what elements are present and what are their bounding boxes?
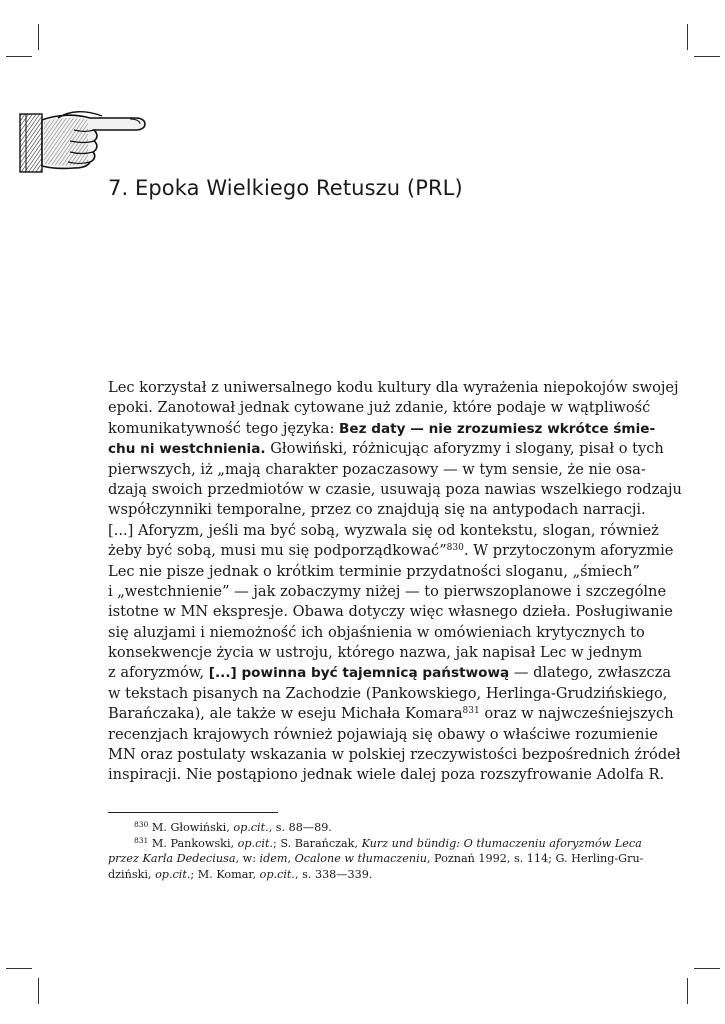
text-line: Lec nie pisze jednak o krótkim terminie przydatności sloganu, „śmiech” <box>108 562 640 580</box>
text-line: chu ni westchnienia. Głowiński, różnicując aforyzmy i slogany, pisał o tych <box>108 440 664 458</box>
crop-mark <box>694 968 720 969</box>
text-line: epoki. Zanotował jednak cytowane już zdanie, które podaje w wątpliwość <box>108 399 651 417</box>
text-line: konsekwencje życia w ustroju, którego nazwa, jak napisał Lec w jednym <box>108 644 643 662</box>
text-line: pierwszych, iż „mają charakter pozaczasowy — w tym sensie, że nie osa- <box>108 460 646 478</box>
text-line: MN oraz postulaty wskazania w polskiej rzeczywistości bezpośrednich źródeł <box>108 746 681 764</box>
pointing-hand-icon <box>18 108 146 176</box>
text-line: w tekstach pisanych na Zachodzie (Pankowskiego, Herlinga-Grudzińskiego, <box>108 684 668 702</box>
footnote-831-line: przez Karla Dedeciusa, w: idem, Ocalone w tłumaczeniu, Poznań 1992, s. 114; G. Herling-Gru- <box>108 852 644 866</box>
text-line: istotne w MN ekspresje. Obawa dotyczy więc własnego dzieła. Posługiwanie <box>108 603 673 621</box>
aphorism-quote: chu ni westchnienia. <box>108 441 266 458</box>
body-paragraph <box>108 378 682 786</box>
footnote-divider <box>108 812 278 813</box>
text-line: inspiracji. Nie postąpiono jednak wiele dalej poza rozszyfrowanie Adolfa R. <box>108 766 665 784</box>
text-line: żeby być sobą, musi mu się podporządkować”$^{830}$. W przytoczonym aforyzmie <box>108 542 674 560</box>
crop-mark <box>6 968 32 969</box>
aphorism-quote: Bez daty — nie zrozumiesz wkrótce śmie- <box>339 420 656 437</box>
chapter-title: 7. Epoka Wielkiego Retuszu (PRL) <box>108 176 463 200</box>
crop-mark <box>687 24 688 50</box>
crop-mark <box>38 24 39 50</box>
text-line: współczynniki temporalne, przez co znajdują się na antypodach narracji. <box>108 501 646 519</box>
text-line: dzają swoich przedmiotów w czasie, usuwają poza nawias wszelkiego rodzaju <box>108 480 682 498</box>
text-line: recenzjach krajowych również pojawiają się obawy o właściwe rozumienie <box>108 725 658 743</box>
footnote-ref-831[interactable]: 831 <box>462 706 480 717</box>
footnote-830: $^{830}$ M. Głowiński, op.cit., s. 88—89. <box>134 820 332 834</box>
text-line: z aforyzmów, [...] powinna być tajemnicą państwową — dlatego, zwłaszcza <box>108 664 672 682</box>
crop-mark <box>6 56 32 57</box>
text-line: Lec korzystał z uniwersalnego kodu kultury dla wyrażenia niepokojów swojej <box>108 379 679 396</box>
text-line: Barańczaka), ale także w eseju Michała Komara$^{831}$ oraz w najwcześniejszych <box>108 705 674 723</box>
text-line: się aluzjami i niemożność ich objaśnienia w omówieniach krytycznych to <box>108 623 645 641</box>
footnote-831: $^{831}$ M. Pankowski, op.cit.; S. Barańczak, Kurz und bündig: O tłumaczeniu aforyzmów Leca <box>134 835 642 850</box>
crop-mark <box>687 978 688 1004</box>
text-line: komunikatywność tego języka: Bez daty — nie zrozumiesz wkrótce śmie- <box>108 419 656 437</box>
aphorism-quote: [...] powinna być tajemnicą państwową <box>208 665 510 682</box>
crop-mark <box>694 56 720 57</box>
text-line: i „westchnienie” — jak zobaczymy niżej — to pierwszoplanowe i szczególne <box>108 582 667 600</box>
text-line: [...] Aforyzm, jeśli ma być sobą, wyzwala się od kontekstu, slogan, również <box>108 521 659 539</box>
footnotes <box>108 820 644 882</box>
crop-mark <box>38 978 39 1004</box>
footnote-831-line: dziński, op.cit.; M. Komar, op.cit., s. 338—339. <box>108 867 373 881</box>
footnote-ref-830[interactable]: 830 <box>446 543 464 554</box>
